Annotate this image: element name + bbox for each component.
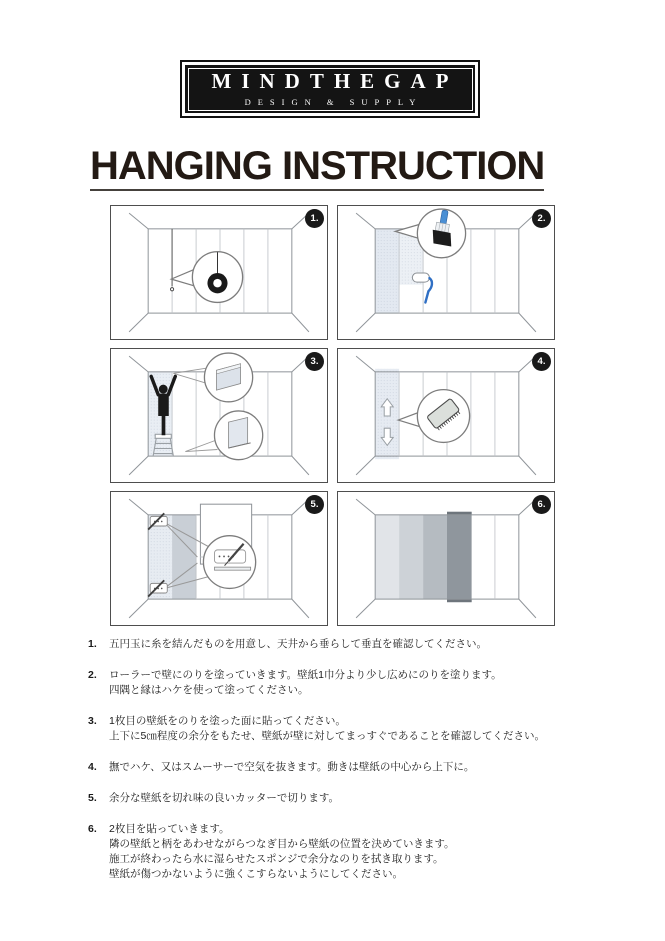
instruction-text: 上下に5㎝程度の余分をもたせ、壁紙が壁に対してまっすぐであることを確認してください。	[109, 730, 546, 742]
panel-step-4	[337, 348, 555, 483]
strip-2	[399, 515, 423, 599]
page-title: HANGING INSTRUCTION	[90, 145, 544, 191]
instruction-item-5	[88, 791, 618, 806]
brand-name: MINDTHEGAP	[211, 69, 459, 93]
plumb-line	[170, 229, 173, 291]
step-number-badge: 6.	[532, 495, 551, 514]
instruction-item-4	[88, 760, 618, 775]
brand-tagline: DESIGN & SUPPLY	[244, 97, 423, 107]
hang-first-strip-illustration	[111, 349, 327, 482]
panel-step-6	[337, 491, 555, 626]
magnifier-bubble	[171, 252, 242, 303]
illustration-grid	[110, 205, 555, 626]
magnifier-bubble	[203, 536, 255, 589]
strip-1	[375, 515, 399, 599]
brand-logo-box	[185, 65, 475, 113]
step-number-badge: 4.	[532, 352, 551, 371]
instruction-list	[88, 637, 618, 898]
pointer-lines-top	[173, 368, 207, 383]
brand-logo	[180, 60, 480, 118]
panel-step-5	[110, 491, 328, 626]
instruction-text: 四隅と縁はハケを使って塗ってください。	[109, 684, 309, 696]
magnifier-bubble	[398, 390, 469, 443]
ruler-icon	[214, 567, 250, 570]
instruction-number: 3.	[88, 715, 97, 727]
instruction-number: 5.	[88, 792, 97, 804]
paint-roller-icon	[412, 273, 432, 302]
magnifier-bubble-floor	[214, 411, 262, 460]
pointer-lines-bottom	[185, 440, 217, 451]
instruction-item-3	[88, 714, 618, 744]
instruction-text: 撫でハケ、又はスムーサーで空気を抜きます。動きは壁紙の中心から上下に。	[109, 761, 475, 773]
instruction-text: 1枚目の壁紙をのりを塗った面に貼ってください。	[109, 715, 346, 727]
strip-4	[447, 512, 472, 602]
finished-strips-illustration	[338, 492, 554, 625]
instruction-text: 施工が終わったら水に湿らせたスポンジで余分なのりを拭き取ります。	[109, 853, 444, 865]
trimming-illustration	[111, 492, 327, 625]
plumb-line-illustration	[111, 206, 327, 339]
instruction-item-1	[88, 637, 618, 652]
instruction-number: 1.	[88, 638, 97, 650]
strip-3	[423, 515, 447, 599]
strip-2	[172, 515, 196, 599]
instruction-number: 2.	[88, 669, 97, 681]
instruction-text: ローラーで壁にのりを塗っていきます。壁紙1巾分より少し広めにのりを塗ります。	[109, 669, 502, 681]
step-number-badge: 2.	[532, 209, 551, 228]
five-yen-coin-icon	[207, 273, 227, 293]
magnifier-bubble-ceiling	[204, 353, 252, 402]
instruction-text: 壁紙が傷つかないように強くこすらないようにしてください。	[109, 868, 403, 880]
smoothing-illustration	[338, 349, 554, 482]
instruction-text: 五円玉に糸を結んだものを用意し、天井から垂らして垂直を確認してください。	[109, 638, 487, 650]
step-number-badge: 1.	[305, 209, 324, 228]
step-number-badge: 5.	[305, 495, 324, 514]
instruction-text: 2枚目を貼っていきます。	[109, 823, 230, 835]
panel-step-3	[110, 348, 328, 483]
instruction-number: 6.	[88, 823, 97, 835]
instruction-number: 4.	[88, 761, 97, 773]
instruction-text: 余分な壁紙を切れ味の良いカッターで切ります。	[109, 792, 340, 804]
panel-step-2	[337, 205, 555, 340]
instruction-item-2	[88, 668, 618, 698]
instruction-text: 隣の壁紙と柄をあわせながらつなぎ目から壁紙の位置を決めていきます。	[109, 838, 455, 850]
panel-step-1	[110, 205, 328, 340]
instruction-item-6	[88, 822, 618, 882]
step-number-badge: 3.	[305, 352, 324, 371]
paste-illustration	[338, 206, 554, 339]
